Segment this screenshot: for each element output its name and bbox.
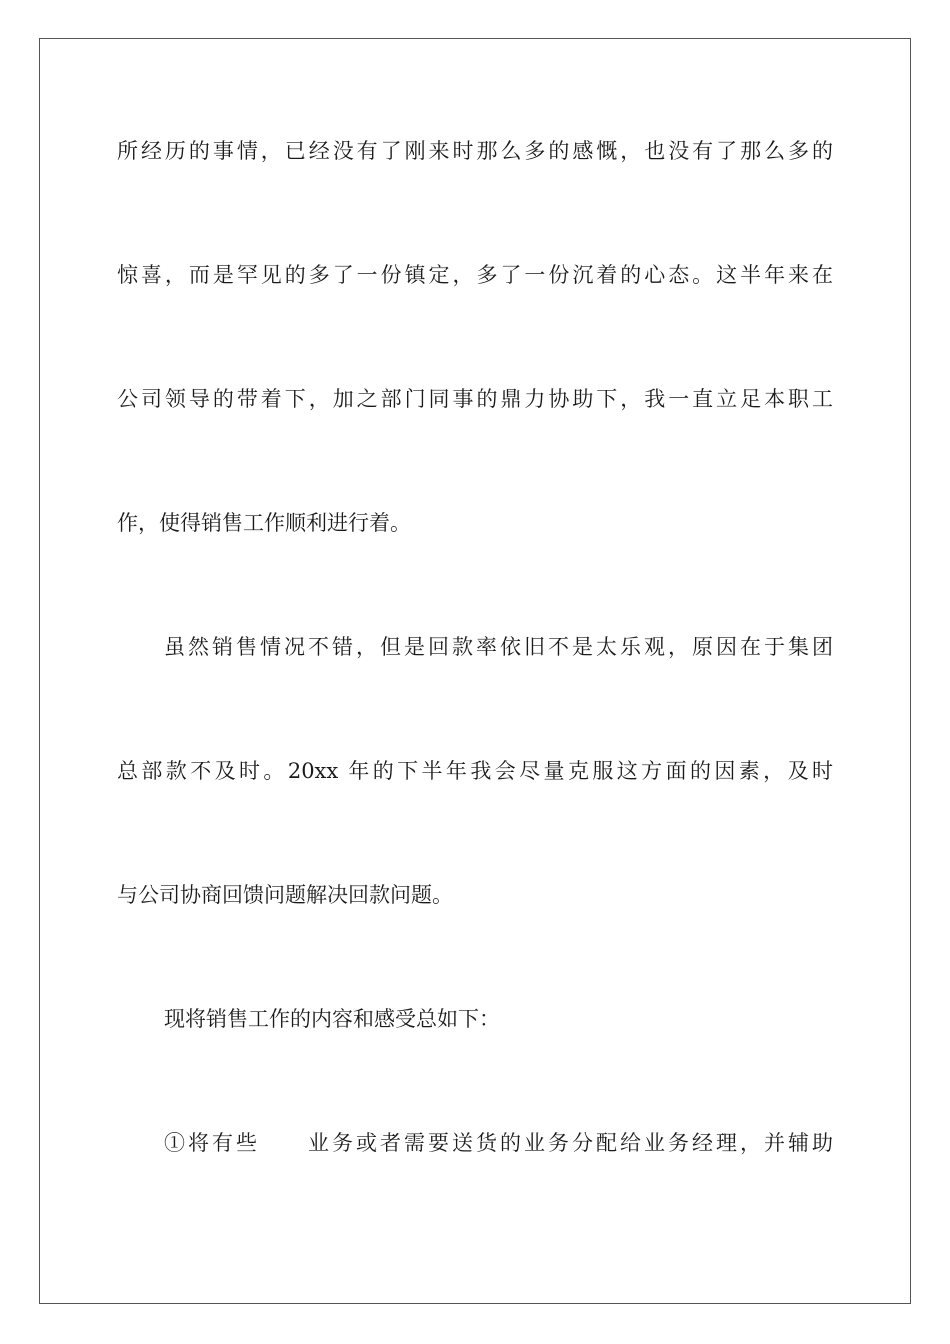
text-line: 所经历的事情，已经没有了刚来时那么多的感慨，也没有了那么多的 [117,139,833,163]
text-line: 虽然销售情况不错，但是回款率依旧不是太乐观，原因在于集团 [164,635,833,659]
text-line: 现将销售工作的内容和感受总如下： [164,1007,500,1031]
page-border [39,38,911,1304]
text-line: ①将有些 业务或者需要送货的业务分配给业务经理，并辅助 [164,1131,833,1155]
text-line: 作，使得销售工作顺利进行着。 [117,511,411,535]
text-line: 公司领导的带着下，加之部门同事的鼎力协助下，我一直立足本职工 [117,387,833,411]
text-line: 总部款不及时。20xx 年的下半年我会尽量克服这方面的因素，及时 [117,759,833,783]
text-line: 与公司协商回馈问题解决回款问题。 [117,883,453,907]
text-line: 惊喜，而是罕见的多了一份镇定，多了一份沉着的心态。这半年来在 [117,263,833,287]
